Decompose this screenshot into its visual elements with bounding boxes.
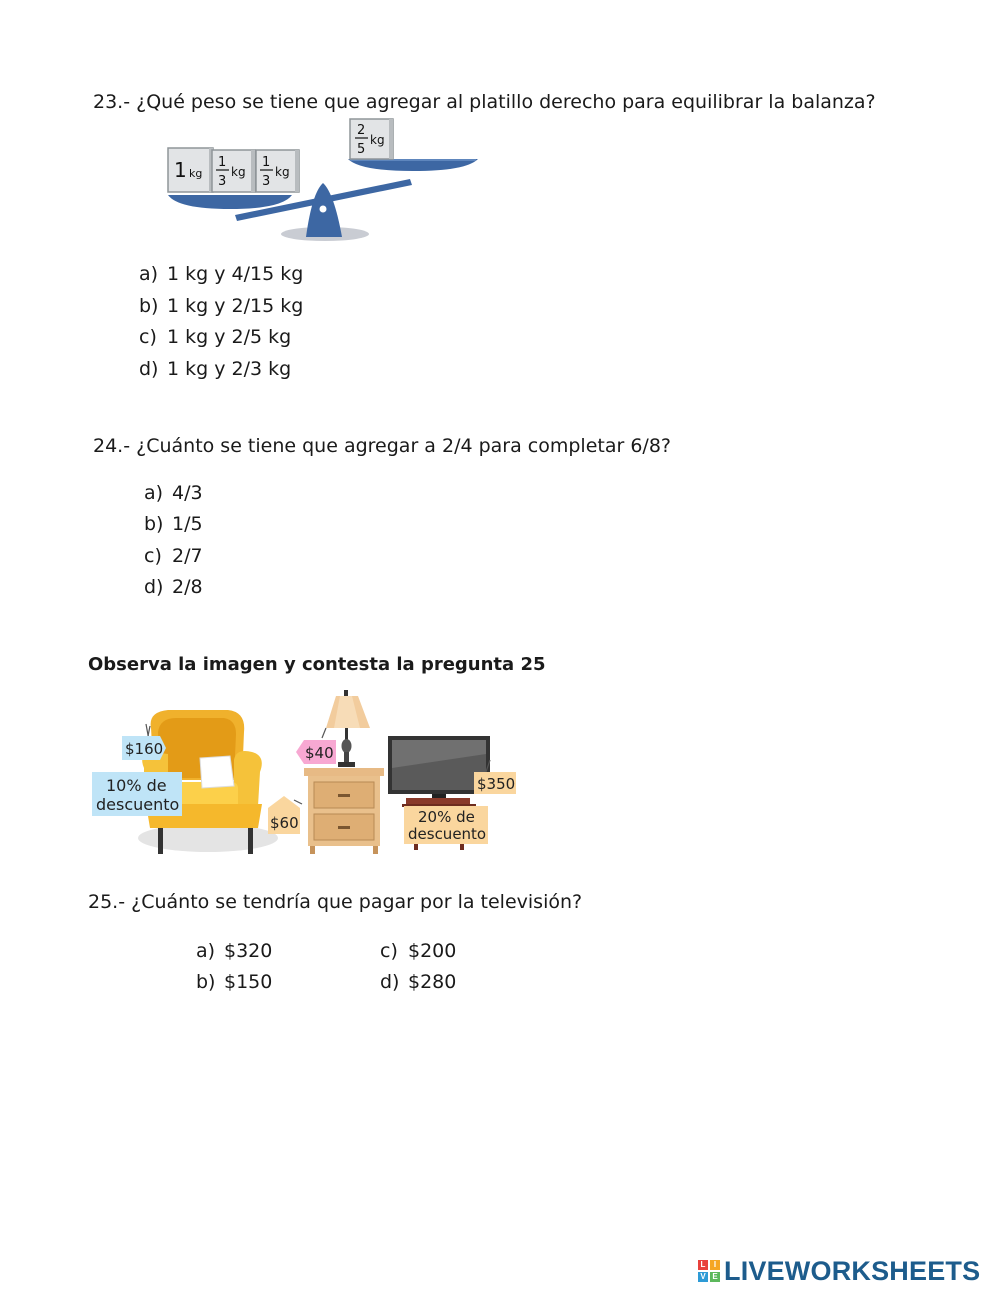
weight-one-third-kg-1 (212, 150, 255, 192)
question-25: 25.- ¿Cuánto se tendría que pagar por la televisión? (88, 891, 583, 913)
chair-discount-line2: descuento (96, 795, 180, 814)
weight-numerator: 1 (218, 155, 227, 170)
liveworksheets-logo (698, 1255, 980, 1287)
tv-discount-line2: descuento (408, 825, 487, 843)
chair-discount-line1: 10% de (106, 776, 167, 795)
q25-option-a[interactable]: a) $320 (196, 940, 273, 962)
tv-price: $350 (477, 775, 516, 793)
weight-numerator: 2 (357, 123, 366, 138)
weight-unit: kg (370, 133, 385, 147)
liveworksheets-logo-icon: L I V E (698, 1260, 720, 1282)
weight-unit: kg (231, 165, 246, 179)
lamp-price: $40 (305, 744, 334, 762)
q24-option-a[interactable]: a) 4/3 (144, 482, 203, 504)
balance-scale-illustration (160, 115, 490, 245)
chair-price: $160 (125, 740, 164, 758)
q25-option-d[interactable]: d) $280 (380, 971, 457, 993)
q24-option-b[interactable]: b) 1/5 (144, 513, 203, 535)
weight-two-fifths-kg (350, 119, 393, 159)
question-23: 23.- ¿Qué peso se tiene que agregar al platillo derecho para equilibrar la balanza? (93, 91, 876, 113)
weight-1kg-value: 1 (174, 158, 187, 182)
question-24: 24.- ¿Cuánto se tiene que agregar a 2/4 para completar 6/8? (93, 435, 672, 457)
scale-left-pan (168, 195, 292, 209)
q23-option-d[interactable]: d) 1 kg y 2/3 kg (139, 358, 292, 380)
weight-1kg-unit: kg (189, 167, 203, 180)
q25-option-b[interactable]: b) $150 (196, 971, 273, 993)
q23-option-a[interactable]: a) 1 kg y 4/15 kg (139, 263, 304, 285)
lamp-price-tag (296, 728, 336, 764)
weight-1kg (168, 148, 213, 192)
furniture-illustration (88, 688, 528, 860)
liveworksheets-brand-text: LIVEWORKSHEETS (724, 1255, 981, 1286)
weight-denominator: 5 (357, 142, 366, 157)
nightstand-price-tag (268, 796, 302, 834)
scale-pivot (320, 206, 327, 213)
nightstand (304, 768, 384, 854)
tv-discount-sign (404, 806, 488, 844)
weight-denominator: 3 (218, 174, 227, 189)
q24-option-c[interactable]: c) 2/7 (144, 545, 203, 567)
weight-numerator: 1 (262, 155, 271, 170)
nightstand-price: $60 (270, 814, 299, 832)
weight-unit: kg (275, 165, 290, 179)
q23-option-c[interactable]: c) 1 kg y 2/5 kg (139, 326, 292, 348)
instruction-heading: Observa la imagen y contesta la pregunta 25 (88, 654, 546, 675)
weight-denominator: 3 (262, 174, 271, 189)
weight-one-third-kg-2 (256, 150, 299, 192)
chair-discount-sign (92, 772, 182, 816)
tv-discount-line1: 20% de (418, 808, 475, 826)
q24-option-d[interactable]: d) 2/8 (144, 576, 203, 598)
q23-option-b[interactable]: b) 1 kg y 2/15 kg (139, 295, 304, 317)
q25-option-c[interactable]: c) $200 (380, 940, 457, 962)
